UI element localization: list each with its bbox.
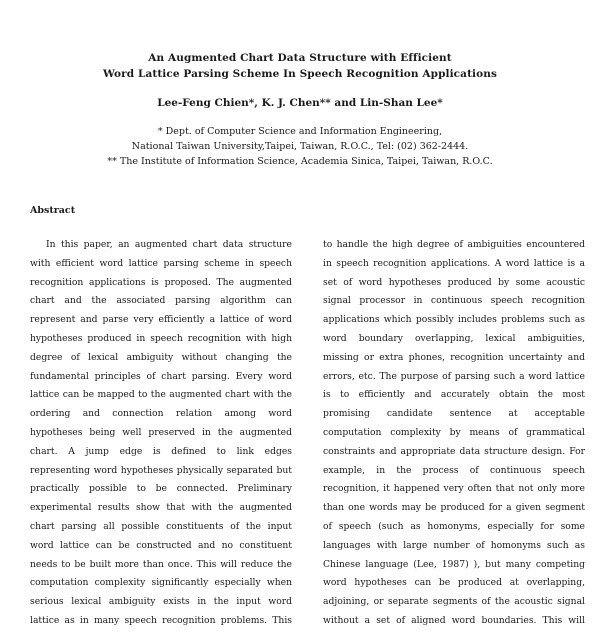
- affiliation-line: ** The Institute of Information Science, Academia Sinica, Taipei, Taiwan, R.O.C.: [107, 156, 493, 167]
- text-line: needs to be built more than once. This will reduce the: [30, 558, 292, 570]
- text-line: serious lexical ambiguity exists in the input word: [30, 596, 292, 608]
- affiliation-line: National Taiwan University,Taipei, Taiwan, R.O.C., Tel: (02) 362-2444.: [131, 141, 469, 152]
- text-line: computation complexity by means of grammatical: [323, 426, 585, 438]
- abstract-heading: Abstract: [30, 205, 76, 216]
- text-line: lattice as in many speech recognition problems. This: [30, 614, 292, 626]
- affiliation-line: * Dept. of Computer Science and Information Engineering,: [157, 126, 443, 137]
- text-line: ordering and connection relation among word: [30, 408, 292, 420]
- text-line: hypotheses produced in speech recognition with high: [30, 332, 292, 344]
- text-line: applications which possibly includes problems such as: [323, 314, 585, 326]
- text-line: without a set of aligned word boundaries. This will: [323, 614, 585, 626]
- text-line: chart and the associated parsing algorithm can: [30, 295, 292, 307]
- text-line: chart. A jump edge is defined to link edges: [30, 445, 292, 457]
- text-line: chart parsing all possible constituents of the input: [30, 520, 292, 532]
- text-line: is to efficiently and accurately obtain the most: [323, 389, 585, 401]
- text-line: word lattice can be constructed and no constituent: [30, 539, 292, 551]
- text-line: Chinese language (Lee, 1987) ), but many competing: [323, 558, 585, 570]
- text-line: hypotheses being well preserved in the augmented: [30, 426, 292, 438]
- text-line: practically possible to be connected. Preliminary: [30, 483, 292, 495]
- text-line: of speech (such as homonyms, especially for some: [323, 520, 585, 532]
- text-line: adjoining, or separate segments of the acoustic signal: [323, 596, 585, 608]
- text-line: languages with large number of homonyms such as: [323, 539, 585, 551]
- text-line: constraints and appropriate data structure design. For: [323, 445, 585, 457]
- text-line: experimental results show that with the augmented: [30, 502, 292, 514]
- text-line: fundamental principles of chart parsing. Every word: [30, 370, 292, 382]
- text-line: set of word hypotheses produced by some acoustic: [323, 276, 585, 288]
- text-line: with efficient word lattice parsing scheme in speech: [30, 257, 292, 269]
- paper-title: [60, 50, 540, 82]
- text-line: degree of lexical ambiguity without changing the: [30, 351, 292, 363]
- text-line: in speech recognition applications. A word lattice is a: [323, 257, 585, 269]
- text-line: signal processor in continuous speech recognition: [323, 295, 585, 307]
- text-line: recognition, it happened very often that not only more: [323, 483, 585, 495]
- text-line: representing word hypotheses physically separated but: [30, 464, 292, 476]
- text-line: represent and parse very efficiently a lattice of word: [30, 314, 292, 326]
- text-line: word boundary overlapping, lexical ambiguities,: [323, 332, 585, 344]
- text-line: lattice can be mapped to the augmented chart with the: [30, 389, 292, 401]
- text-line: to handle the high degree of ambiguities encountered: [323, 239, 585, 250]
- text-line: example, in the process of continuous speech: [323, 464, 585, 476]
- text-line: errors, etc. The purpose of parsing such a word lattice: [323, 370, 585, 382]
- text-line: In this paper, an augmented chart data structure: [46, 239, 292, 250]
- affiliations: [60, 124, 540, 169]
- abstract-right-column: [323, 236, 585, 631]
- text-line: than one words may be produced for a given segment: [323, 502, 585, 514]
- author-list: Lee-Feng Chien*, K. J. Chen** and Lin-Shan Lee*: [157, 97, 443, 109]
- text-line: word hypotheses can be produced at overlapping,: [323, 577, 585, 589]
- text-line: computation complexity significantly especially when: [30, 577, 292, 589]
- abstract-left-column: [30, 236, 292, 631]
- text-line: missing or extra phones, recognition uncertainty and: [323, 351, 585, 363]
- text-line: recognition applications is proposed. The augmented: [30, 276, 292, 288]
- text-line: promising candidate sentence at acceptable: [323, 408, 585, 420]
- title-line-1: An Augmented Chart Data Structure with Efficient: [148, 52, 452, 64]
- title-line-2: Word Lattice Parsing Scheme In Speech Recognition Applications: [103, 68, 497, 80]
